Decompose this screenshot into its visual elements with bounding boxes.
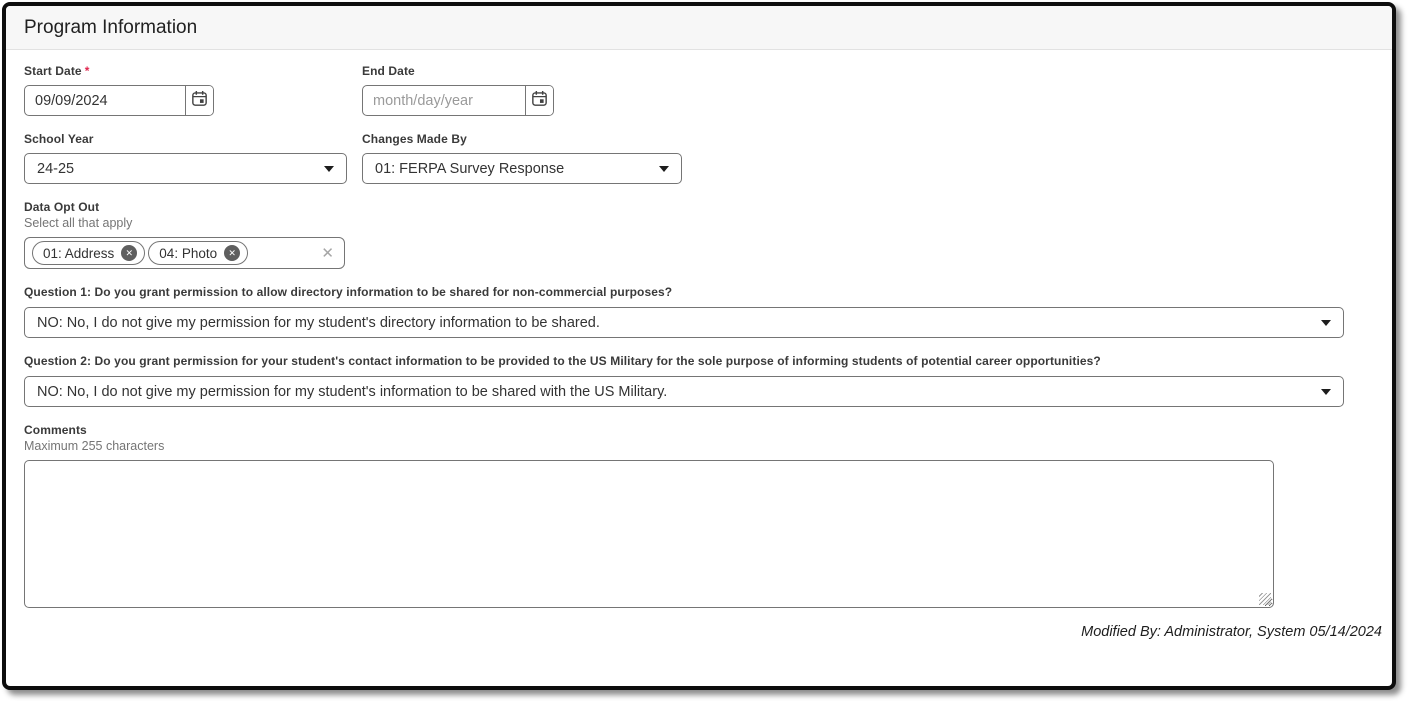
end-date-calendar-button[interactable]	[525, 86, 553, 115]
start-date-label-text: Start Date	[24, 64, 82, 78]
end-date-input[interactable]	[363, 86, 525, 115]
school-year-field	[24, 132, 362, 184]
start-date-field	[24, 64, 362, 116]
question2-field	[24, 354, 1374, 407]
chip-label: 01: Address	[43, 245, 115, 261]
changes-made-by-select[interactable]	[362, 153, 682, 184]
page-title: Program Information	[24, 16, 198, 38]
x-icon[interactable]: ✕	[321, 244, 334, 262]
comments-hint: Maximum 255 characters	[24, 439, 165, 453]
changes-made-by-label: Changes Made By	[362, 132, 467, 146]
data-opt-out-hint: Select all that apply	[24, 216, 133, 230]
row-selects	[24, 132, 1374, 184]
data-opt-out-field	[24, 200, 1374, 269]
chevron-down-icon	[659, 166, 669, 172]
chip-01-address	[32, 241, 145, 265]
start-date-calendar-button[interactable]	[185, 86, 213, 115]
changes-made-by-field	[362, 132, 682, 184]
school-year-label: School Year	[24, 132, 94, 146]
school-year-value: 24-25	[37, 160, 75, 177]
chip-04-photo	[148, 241, 248, 265]
end-date-field	[362, 64, 554, 116]
chevron-down-icon	[324, 166, 334, 172]
circle-x-icon[interactable]: ✕	[224, 245, 240, 261]
panel-header	[6, 6, 1392, 50]
calendar-icon	[530, 89, 549, 113]
changes-made-by-value: 01: FERPA Survey Response	[375, 160, 565, 177]
calendar-icon	[190, 89, 209, 113]
chevron-down-icon	[1321, 320, 1331, 326]
modified-by-text: Modified By: Administrator, System 05/14/2024	[1081, 624, 1382, 640]
question1-label: Question 1: Do you grant permission to allow directory information to be shared for non-commercial purposes?	[24, 285, 673, 299]
circle-x-icon[interactable]: ✕	[121, 245, 137, 261]
question1-value: NO: No, I do not give my permission for my student's directory information to be shared.	[37, 314, 600, 331]
row-dates	[24, 64, 1374, 116]
question2-value: NO: No, I do not give my permission for my student's information to be shared with the US Military.	[37, 383, 668, 400]
end-date-label: End Date	[362, 64, 415, 78]
chevron-down-icon	[1321, 389, 1331, 395]
question2-select[interactable]	[24, 376, 1344, 407]
comments-label: Comments	[24, 423, 87, 437]
comments-textarea[interactable]	[24, 460, 1274, 608]
data-opt-out-label: Data Opt Out	[24, 200, 100, 214]
start-date-label	[24, 64, 362, 78]
comments-field	[24, 423, 1374, 608]
start-date-input-group	[24, 85, 214, 116]
question1-field	[24, 285, 1374, 338]
end-date-input-group	[362, 85, 554, 116]
start-date-input[interactable]	[25, 86, 185, 115]
chip-label: 04: Photo	[159, 245, 218, 261]
required-asterisk: *	[84, 64, 90, 78]
form-content	[6, 50, 1392, 641]
school-year-select[interactable]	[24, 153, 347, 184]
data-opt-out-multiselect[interactable]	[24, 237, 345, 269]
program-information-panel	[2, 2, 1396, 690]
question2-label: Question 2: Do you grant permission for your student's contact information to be provided to the US Military for the sole purpose of informing students of potential career opportunities?	[24, 354, 1101, 368]
footer-row	[24, 623, 1382, 641]
question1-select[interactable]	[24, 307, 1344, 338]
